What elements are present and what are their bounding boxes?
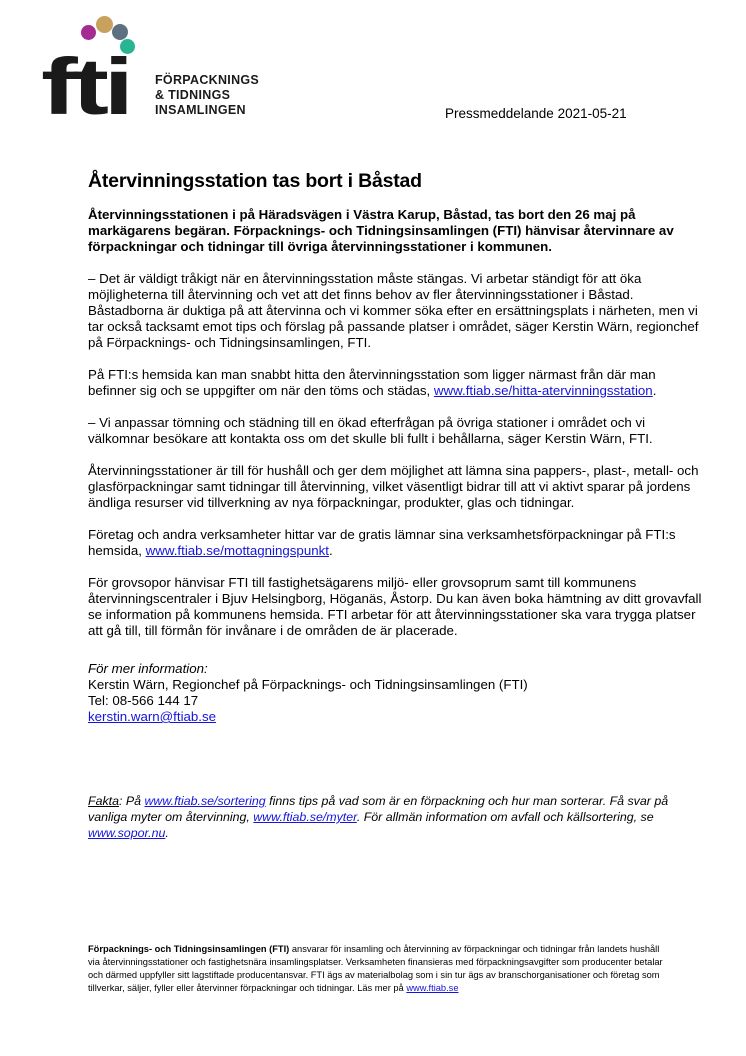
footer-text: ansvarar för insamling och återvinning av förpackningar och tidningar från landets hushåll via återvinningsstationer och fastighetsnära insamlingsplatser. Verksamheten finansieras med förpackningsavgifter som producenter betalar och därmed uppfyller sitt lagstiftade producentansvar. FTI ägs av materialbolag som i sin tur ägs av branschorganisationer och företag som tillverkar, säljer, fyller eller återvinner förpackningar och tidningar. Läs mer på xyxy=(88,944,663,993)
logo-dot-gold-icon xyxy=(96,16,113,33)
logo-name xyxy=(155,73,259,118)
fakta-label: Fakta xyxy=(88,794,119,808)
article-lead: Återvinningsstationen i på Häradsvägen i Västra Karup, Båstad, tas bort den 26 maj på markägarens begäran. Förpacknings- och Tidningsinsamlingen (FTI) hänvisar återvinnare av förpackningar och tidningar till övriga återvinningsstationer i kommunen. xyxy=(88,207,674,254)
logo-name-line-1: FÖRPACKNINGS xyxy=(155,73,260,87)
contact-block xyxy=(88,661,704,725)
article-paragraph-website xyxy=(88,367,704,399)
link-contact-email[interactable]: kerstin.warn@ftiab.se xyxy=(88,709,217,724)
fakta-text: finns tips på vad som är en förpackning och hur man sorterar. Få svar på vanliga myter om återvinning, xyxy=(88,794,669,824)
logo-dot-magenta-icon xyxy=(81,25,96,40)
link-mottagningspunkt[interactable]: www.ftiab.se/mottagningspunkt xyxy=(145,543,329,558)
paragraph-text: På FTI:s hemsida kan man snabbt hitta den återvinningsstation som ligger närmast från där man befinner sig och se uppgifter om när den töms och städas, xyxy=(88,367,656,398)
article-paragraph-grovsopor: För grovsopor hänvisar FTI till fastighetsägarens miljö- eller grovsoprum samt till kommunens återvinningscentraler i Bjuv Helsingborg, Höganäs, Åstorp. Du kan även boka hämtning av ditt grovavfall se information på kommunens hemsida. FTI arbetar för att återvinningsstationer ska vara trygga platser att gå till, till förmån för invånare i de områden de är placerade. xyxy=(88,575,702,638)
footer-org-name: Förpacknings- och Tidningsinsamlingen (FTI) xyxy=(88,944,290,954)
fakta-note xyxy=(88,793,704,841)
contact-heading: För mer information: xyxy=(88,661,208,676)
fakta-text: . För allmän information om avfall och källsortering, se xyxy=(356,810,654,824)
article-title: Återvinningsstation tas bort i Båstad xyxy=(88,170,422,192)
footer-boilerplate xyxy=(88,943,666,995)
link-myter[interactable]: www.ftiab.se/myter xyxy=(253,810,357,824)
contact-email-line xyxy=(88,709,704,725)
link-hitta-atervinningsstation[interactable]: www.ftiab.se/hitta-atervinningsstation xyxy=(433,383,653,398)
logo-wordmark: fti xyxy=(41,42,129,131)
fti-logo xyxy=(41,14,365,131)
article-paragraph-quote-2: – Vi anpassar tömning och städning till en ökad efterfrågan på övriga stationer i området och vi välkomnar besökare att kontakta oss om det skulle bli fullt i behållarna, säger Kerstin Wärn, FTI. xyxy=(88,415,653,446)
logo-name-line-2: & TIDNINGS xyxy=(155,88,231,102)
fakta-text: . xyxy=(165,826,169,840)
link-ftiab-se[interactable]: www.ftiab.se xyxy=(406,983,459,993)
logo-name-line-3: INSAMLINGEN xyxy=(155,103,246,117)
link-sopor-nu[interactable]: www.sopor.nu xyxy=(88,826,166,840)
press-release-dateline: Pressmeddelande 2021-05-21 xyxy=(445,106,627,121)
article xyxy=(88,170,704,841)
fakta-text: : På xyxy=(119,794,145,808)
article-paragraph-quote-1: – Det är väldigt tråkigt när en återvinningsstation måste stängas. Vi arbetar ständigt för att öka möjligheterna till återvinning och vet att det finns behov av fler återvinningsstationer i Båstad. Båstadborna är duktiga på att återvinna och vi kommer söka efter en ersättningsplats i närheten, men vi tar också tacksamt emot tips och förslag på passande platser i området, säger Kerstin Wärn, regionchef på Förpacknings- och Tidningsinsamlingen, FTI. xyxy=(88,271,699,350)
contact-name: Kerstin Wärn, Regionchef på Förpacknings- och Tidningsinsamlingen (FTI) xyxy=(88,677,528,692)
article-paragraph-stations: Återvinningsstationer är till för hushåll och ger dem möjlighet att lämna sina pappers-, plast-, metall- och glasförpackningar samt tidningar till återvinning, vilket väsentligt bidrar till att vi aktivt sparar på jordens ändliga resurser vid tillverkning av nya förpackningar, produkter, glas och tidningar. xyxy=(88,463,699,510)
article-paragraph-companies xyxy=(88,527,704,559)
paragraph-text: . xyxy=(328,543,333,558)
paragraph-text: . xyxy=(652,383,657,398)
contact-phone: Tel: 08-566 144 17 xyxy=(88,693,199,708)
logo-dot-slate-icon xyxy=(112,24,128,40)
paragraph-text: Företag och andra verksamheter hittar var de gratis lämnar sina verksamhetsförpackningar på FTI:s hemsida, xyxy=(88,527,676,558)
link-sortering[interactable]: www.ftiab.se/sortering xyxy=(144,794,266,808)
